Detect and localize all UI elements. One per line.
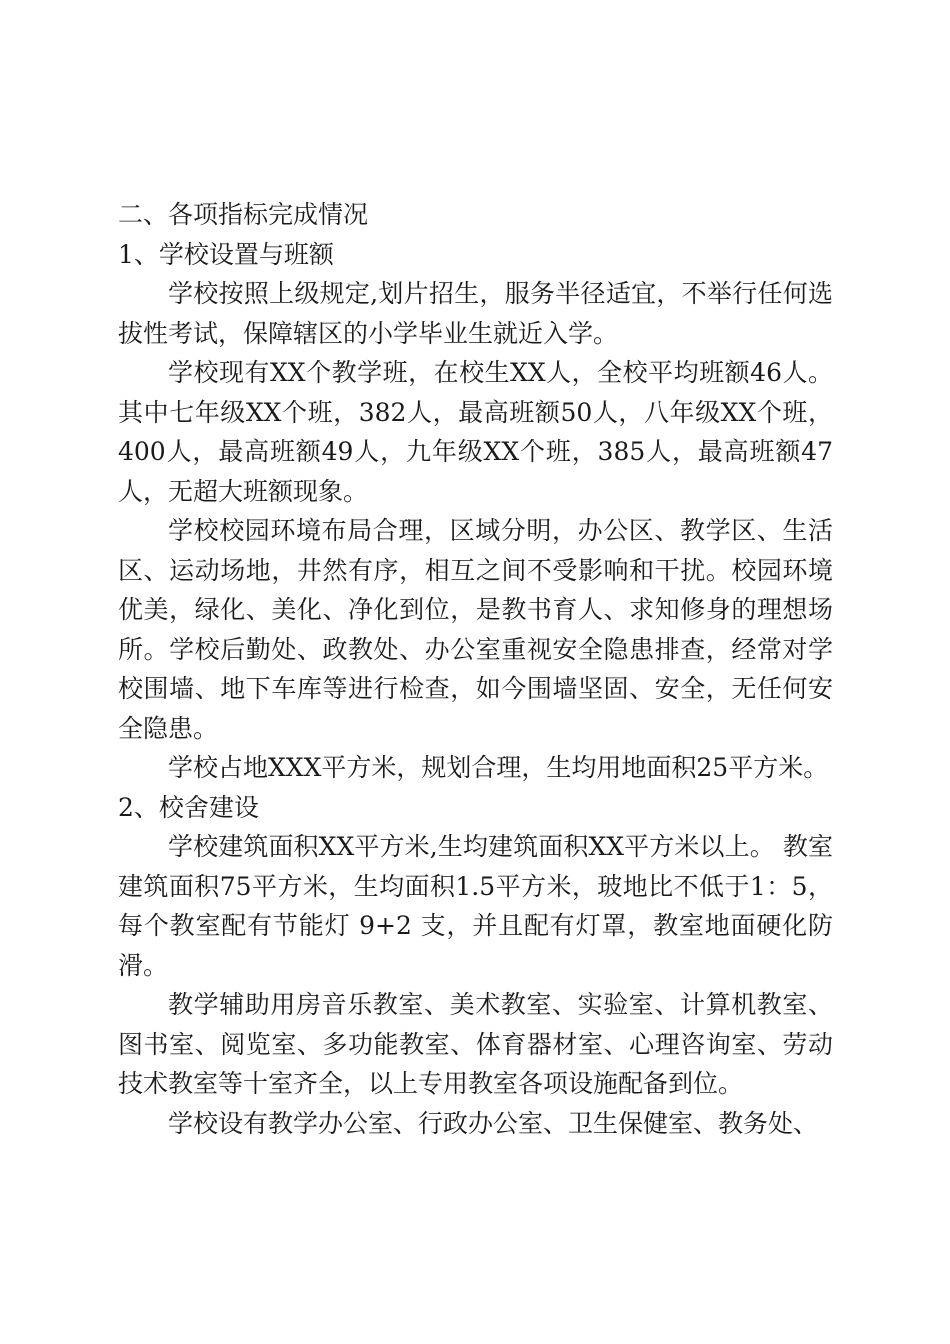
body-paragraph: 学校建筑面积XX平方米,生均建筑面积XX平方米以上。 教室建筑面积75平方米，生均面积1.5平方米，玻地比不低于1：5，每个教室配有节能灯 9+2 支，并且配有灯罩，教室地面硬化防滑。 bbox=[118, 832, 833, 980]
document-body bbox=[118, 195, 833, 1143]
section-heading: 二、各项指标完成情况 bbox=[118, 200, 369, 229]
body-paragraph: 学校现有XX个教学班，在校生XX人，全校平均班额46人。其中七年级XX个班，382人，最高班额50人，八年级XX个班，400人，最高班额49人，九年级XX个班，385人，最高班额47人，无超大班额现象。 bbox=[118, 358, 833, 506]
body-paragraph: 学校设有教学办公室、行政办公室、卫生保健室、教务处、 bbox=[168, 1108, 819, 1138]
body-paragraph: 学校占地XXX平方米，规划合理，生均用地面积25平方米。 bbox=[168, 753, 829, 782]
subsection-heading: 2、校舍建设 bbox=[118, 792, 259, 822]
body-paragraph: 学校按照上级规定,划片招生，服务半径适宜，不举行任何选拔性考试，保障辖区的小学毕业生就近入学。 bbox=[118, 279, 833, 348]
subsection-heading: 1、学校设置与班额 bbox=[118, 239, 334, 269]
body-paragraph: 教学辅助用房音乐教室、美术教室、实验室、计算机教室、图书室、阅览室、多功能教室、体育器材室、心理咨询室、劳动技术教室等十室齐全，以上专用教室各项设施配备到位。 bbox=[118, 990, 833, 1098]
body-paragraph: 学校校园环境布局合理，区域分明，办公区、教学区、生活区、运动场地，井然有序，相互之间不受影响和干扰。校园环境优美，绿化、美化、净化到位，是教书育人、求知修身的理想场所。学校后勤处、政教处、办公室重视安全隐患排查，经常对学校围墙、地下车库等进行检查，如今围墙坚固、安全，无任何安全隐患。 bbox=[118, 516, 833, 743]
